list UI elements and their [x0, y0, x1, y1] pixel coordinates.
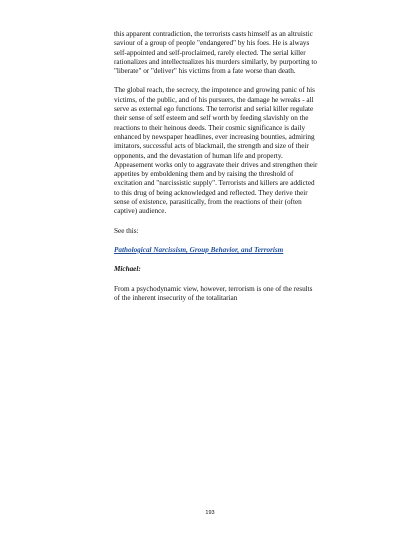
- paragraph-3: From a psychodynamic view, however, terrorism is one of the results of the inherent insecurity of the totalitarian: [114, 284, 313, 302]
- paragraph-2: The global reach, the secrecy, the impotence and growing panic of his victims, of the public, and of his pursuers, the damage he wreaks - all serve as external ego functions. The terrorist and serial killer regulate their sense of self esteem and self worth by feeding slavishly on the reactions to their heinous deeds. Their cosmic significance is daily enhanced by newspaper headlines, ever increasing bounties, admiring imitators, successful acts of blackmail, the strength and size of their opponents, and the devastation of human life and property. Appeasement works only to aggravate their drives and strengthen their appetites by emboldening them and by raising the threshold of excitation and "narcissistic supply". Terrorists and killers are addicted to this drug of being acknowledged and reflected. They derive their sense of existence, parasitically, from the reactions of their (often captive) audience.: [114, 86, 318, 216]
- page-number: 193: [205, 510, 215, 516]
- paragraph-1: this apparent contradiction, the terrorists casts himself as an altruistic saviour of a group of people "endangered" by his foes. He is always self-appointed and self-proclaimed, rarely elected. The serial killer rationalizes and intellectualizes his murders similarly, by purporting to "liberate" or "deliver" his victims from a fate worse than death.: [114, 30, 317, 76]
- see-this-label: See this:: [114, 226, 139, 235]
- speaker-label: Michael:: [114, 265, 141, 274]
- link-paragraph: [114, 246, 320, 255]
- document-page: [114, 30, 320, 313]
- pathological-narcissism-link[interactable]: Pathological Narcissism, Group Behavior, and Terrorism: [114, 245, 284, 254]
